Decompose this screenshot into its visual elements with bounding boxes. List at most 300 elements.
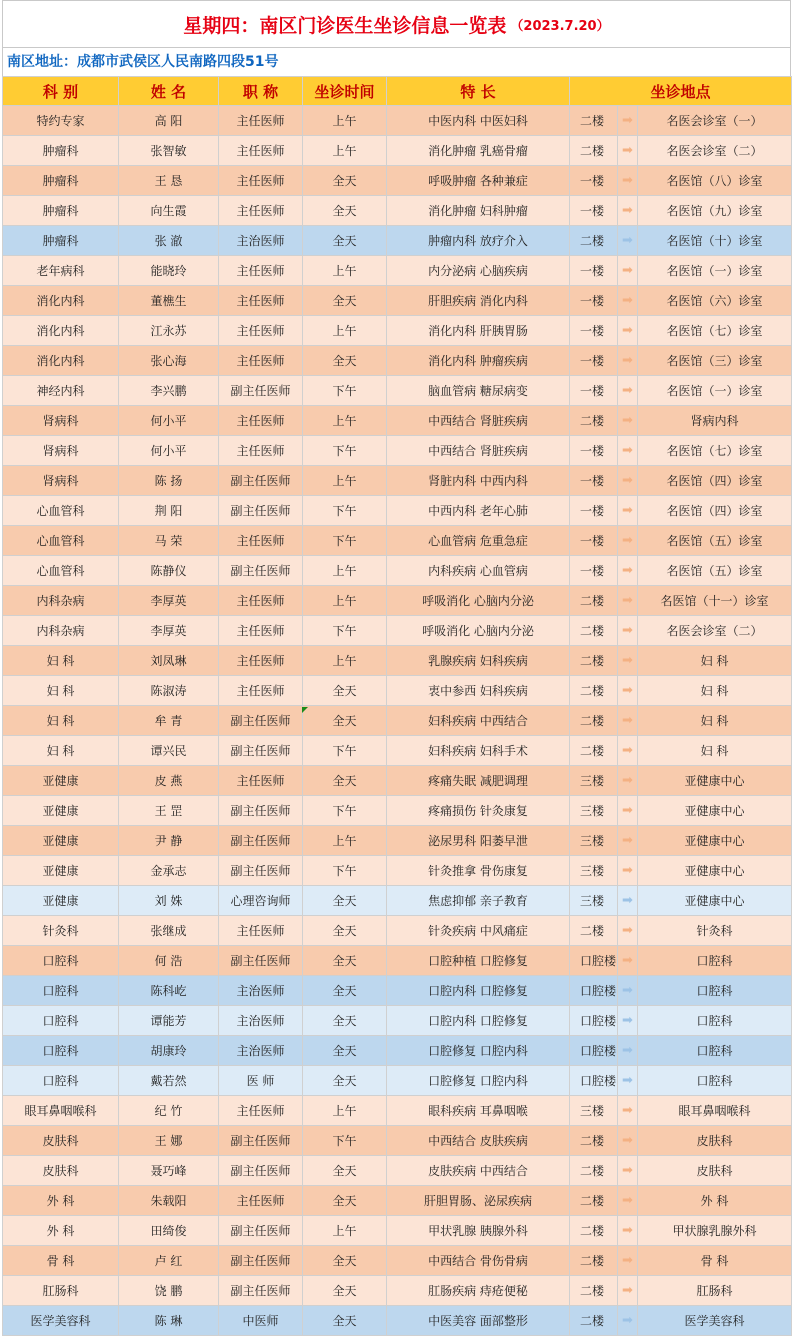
cell-specialty[interactable]: 口腔内科 口腔修复 bbox=[387, 976, 570, 1006]
table-row[interactable] bbox=[3, 406, 792, 436]
cell-name[interactable]: 刘凤琳 bbox=[119, 646, 219, 676]
cell-specialty[interactable]: 中西结合 骨伤骨病 bbox=[387, 1246, 570, 1276]
cell-name[interactable]: 王 恳 bbox=[119, 166, 219, 196]
cell-time[interactable]: 下午 bbox=[303, 526, 387, 556]
cell-dept[interactable]: 口腔科 bbox=[3, 1006, 119, 1036]
cell-specialty[interactable]: 中西结合 皮肤疾病 bbox=[387, 1126, 570, 1156]
arrow-right-icon[interactable]: ➡ bbox=[618, 526, 638, 556]
cell-title[interactable]: 副主任医师 bbox=[219, 1276, 303, 1306]
table-row[interactable] bbox=[3, 1096, 792, 1126]
cell-specialty[interactable]: 消化肿瘤 妇科肿瘤 bbox=[387, 196, 570, 226]
cell-location[interactable]: 甲状腺乳腺外科 bbox=[638, 1216, 792, 1246]
cell-location[interactable]: 肛肠科 bbox=[638, 1276, 792, 1306]
cell-location[interactable]: 名医馆（五）诊室 bbox=[638, 526, 792, 556]
cell-time[interactable]: 全天 bbox=[303, 1036, 387, 1066]
table-row[interactable] bbox=[3, 886, 792, 916]
cell-name[interactable]: 李厚英 bbox=[119, 616, 219, 646]
cell-dept[interactable]: 皮肤科 bbox=[3, 1126, 119, 1156]
table-row[interactable] bbox=[3, 1216, 792, 1246]
cell-floor[interactable]: 一楼 bbox=[570, 316, 618, 346]
cell-time[interactable]: 下午 bbox=[303, 496, 387, 526]
cell-location[interactable]: 皮肤科 bbox=[638, 1156, 792, 1186]
table-row[interactable] bbox=[3, 796, 792, 826]
table-row[interactable] bbox=[3, 1156, 792, 1186]
arrow-right-icon[interactable]: ➡ bbox=[618, 796, 638, 826]
arrow-right-icon[interactable]: ➡ bbox=[618, 1036, 638, 1066]
cell-name[interactable]: 李兴鹏 bbox=[119, 376, 219, 406]
cell-location[interactable]: 名医馆（一）诊室 bbox=[638, 376, 792, 406]
cell-location[interactable]: 名医会诊室（二） bbox=[638, 136, 792, 166]
cell-floor[interactable]: 二楼 bbox=[570, 706, 618, 736]
cell-title[interactable]: 主任医师 bbox=[219, 136, 303, 166]
cell-time[interactable]: 全天 bbox=[303, 346, 387, 376]
cell-title[interactable]: 副主任医师 bbox=[219, 946, 303, 976]
cell-floor[interactable]: 一楼 bbox=[570, 496, 618, 526]
cell-name[interactable]: 陈淑涛 bbox=[119, 676, 219, 706]
table-row[interactable] bbox=[3, 1006, 792, 1036]
header-name[interactable]: 姓 名 bbox=[119, 77, 219, 106]
cell-title[interactable]: 主任医师 bbox=[219, 436, 303, 466]
arrow-right-icon[interactable]: ➡ bbox=[618, 136, 638, 166]
cell-floor[interactable]: 一楼 bbox=[570, 436, 618, 466]
cell-name[interactable]: 谭能芳 bbox=[119, 1006, 219, 1036]
header-title[interactable]: 职 称 bbox=[219, 77, 303, 106]
arrow-right-icon[interactable]: ➡ bbox=[618, 466, 638, 496]
cell-dept[interactable]: 妇 科 bbox=[3, 736, 119, 766]
cell-name[interactable]: 江永苏 bbox=[119, 316, 219, 346]
arrow-right-icon[interactable]: ➡ bbox=[618, 946, 638, 976]
cell-title[interactable]: 主任医师 bbox=[219, 676, 303, 706]
table-row[interactable] bbox=[3, 1036, 792, 1066]
cell-dept[interactable]: 心血管科 bbox=[3, 526, 119, 556]
cell-time[interactable]: 全天 bbox=[303, 1306, 387, 1336]
cell-location[interactable]: 名医馆（四）诊室 bbox=[638, 496, 792, 526]
cell-time[interactable]: 上午 bbox=[303, 586, 387, 616]
cell-title[interactable]: 副主任医师 bbox=[219, 1156, 303, 1186]
table-row[interactable] bbox=[3, 706, 792, 736]
cell-floor[interactable]: 一楼 bbox=[570, 346, 618, 376]
cell-specialty[interactable]: 呼吸肿瘤 各种兼症 bbox=[387, 166, 570, 196]
cell-location[interactable]: 名医馆（六）诊室 bbox=[638, 286, 792, 316]
cell-title[interactable]: 副主任医师 bbox=[219, 376, 303, 406]
cell-dept[interactable]: 骨 科 bbox=[3, 1246, 119, 1276]
cell-specialty[interactable]: 疼痛损伤 针灸康复 bbox=[387, 796, 570, 826]
table-row[interactable] bbox=[3, 916, 792, 946]
cell-time[interactable]: 全天 bbox=[303, 916, 387, 946]
cell-specialty[interactable]: 眼科疾病 耳鼻咽喉 bbox=[387, 1096, 570, 1126]
cell-title[interactable]: 副主任医师 bbox=[219, 826, 303, 856]
cell-floor[interactable]: 二楼 bbox=[570, 1186, 618, 1216]
arrow-right-icon[interactable]: ➡ bbox=[618, 1096, 638, 1126]
cell-time[interactable]: 上午 bbox=[303, 136, 387, 166]
cell-name[interactable]: 戴若然 bbox=[119, 1066, 219, 1096]
cell-time[interactable]: 下午 bbox=[303, 376, 387, 406]
header-location[interactable]: 坐诊地点 bbox=[570, 77, 792, 106]
cell-location[interactable]: 名医馆（九）诊室 bbox=[638, 196, 792, 226]
cell-time[interactable]: 上午 bbox=[303, 1096, 387, 1126]
cell-title[interactable]: 医 师 bbox=[219, 1066, 303, 1096]
cell-floor[interactable]: 一楼 bbox=[570, 196, 618, 226]
cell-specialty[interactable]: 消化内科 肿瘤疾病 bbox=[387, 346, 570, 376]
arrow-right-icon[interactable]: ➡ bbox=[618, 1126, 638, 1156]
cell-specialty[interactable]: 焦虑抑郁 亲子教育 bbox=[387, 886, 570, 916]
cell-location[interactable]: 妇 科 bbox=[638, 736, 792, 766]
cell-title[interactable]: 主任医师 bbox=[219, 256, 303, 286]
cell-floor[interactable]: 三楼 bbox=[570, 886, 618, 916]
cell-dept[interactable]: 老年病科 bbox=[3, 256, 119, 286]
arrow-right-icon[interactable]: ➡ bbox=[618, 1066, 638, 1096]
cell-floor[interactable]: 二楼 bbox=[570, 136, 618, 166]
cell-name[interactable]: 董樵生 bbox=[119, 286, 219, 316]
cell-floor[interactable]: 一楼 bbox=[570, 166, 618, 196]
cell-specialty[interactable]: 甲状乳腺 胰腺外科 bbox=[387, 1216, 570, 1246]
cell-floor[interactable]: 一楼 bbox=[570, 526, 618, 556]
header-dept[interactable]: 科 别 bbox=[3, 77, 119, 106]
cell-specialty[interactable]: 中西结合 肾脏疾病 bbox=[387, 406, 570, 436]
table-row[interactable] bbox=[3, 1066, 792, 1096]
table-row[interactable] bbox=[3, 1246, 792, 1276]
cell-specialty[interactable]: 中西内科 老年心肺 bbox=[387, 496, 570, 526]
table-row[interactable] bbox=[3, 646, 792, 676]
cell-location[interactable]: 名医馆（七）诊室 bbox=[638, 436, 792, 466]
cell-location[interactable]: 骨 科 bbox=[638, 1246, 792, 1276]
cell-specialty[interactable]: 乳腺疾病 妇科疾病 bbox=[387, 646, 570, 676]
cell-name[interactable]: 纪 竹 bbox=[119, 1096, 219, 1126]
cell-specialty[interactable]: 中西结合 肾脏疾病 bbox=[387, 436, 570, 466]
header-time[interactable]: 坐诊时间 bbox=[303, 77, 387, 106]
table-row[interactable] bbox=[3, 436, 792, 466]
table-row[interactable] bbox=[3, 346, 792, 376]
cell-title[interactable]: 副主任医师 bbox=[219, 556, 303, 586]
cell-dept[interactable]: 肛肠科 bbox=[3, 1276, 119, 1306]
arrow-right-icon[interactable]: ➡ bbox=[618, 886, 638, 916]
cell-title[interactable]: 主治医师 bbox=[219, 1036, 303, 1066]
cell-title[interactable]: 副主任医师 bbox=[219, 1246, 303, 1276]
cell-specialty[interactable]: 口腔修复 口腔内科 bbox=[387, 1036, 570, 1066]
cell-specialty[interactable]: 妇科疾病 妇科手术 bbox=[387, 736, 570, 766]
cell-time[interactable]: 全天 bbox=[303, 166, 387, 196]
cell-dept[interactable]: 口腔科 bbox=[3, 976, 119, 1006]
cell-time[interactable]: 下午 bbox=[303, 616, 387, 646]
cell-specialty[interactable]: 疼痛失眠 减肥调理 bbox=[387, 766, 570, 796]
arrow-right-icon[interactable]: ➡ bbox=[618, 826, 638, 856]
cell-dept[interactable]: 医学美容科 bbox=[3, 1306, 119, 1336]
table-row[interactable] bbox=[3, 976, 792, 1006]
cell-title[interactable]: 主任医师 bbox=[219, 646, 303, 676]
cell-location[interactable]: 妇 科 bbox=[638, 706, 792, 736]
table-row[interactable] bbox=[3, 1276, 792, 1306]
cell-name[interactable]: 尹 静 bbox=[119, 826, 219, 856]
cell-location[interactable]: 亚健康中心 bbox=[638, 766, 792, 796]
cell-floor[interactable]: 二楼 bbox=[570, 1246, 618, 1276]
cell-name[interactable]: 卢 红 bbox=[119, 1246, 219, 1276]
cell-floor[interactable]: 二楼 bbox=[570, 106, 618, 136]
cell-floor[interactable]: 二楼 bbox=[570, 1276, 618, 1306]
cell-title[interactable]: 副主任医师 bbox=[219, 1216, 303, 1246]
cell-name[interactable]: 陈 琳 bbox=[119, 1306, 219, 1336]
table-row[interactable] bbox=[3, 946, 792, 976]
cell-time[interactable]: 全天 bbox=[303, 766, 387, 796]
cell-floor[interactable]: 口腔楼 bbox=[570, 1036, 618, 1066]
cell-name[interactable]: 张 澈 bbox=[119, 226, 219, 256]
cell-specialty[interactable]: 泌尿男科 阳萎早泄 bbox=[387, 826, 570, 856]
cell-dept[interactable]: 肿瘤科 bbox=[3, 166, 119, 196]
cell-floor[interactable]: 口腔楼 bbox=[570, 976, 618, 1006]
cell-name[interactable]: 陈 扬 bbox=[119, 466, 219, 496]
arrow-right-icon[interactable]: ➡ bbox=[618, 1276, 638, 1306]
cell-name[interactable]: 陈科屹 bbox=[119, 976, 219, 1006]
cell-time[interactable]: 全天 bbox=[303, 1186, 387, 1216]
cell-title[interactable]: 主任医师 bbox=[219, 346, 303, 376]
arrow-right-icon[interactable]: ➡ bbox=[618, 1186, 638, 1216]
cell-name[interactable]: 金承志 bbox=[119, 856, 219, 886]
cell-time[interactable]: 上午 bbox=[303, 406, 387, 436]
cell-location[interactable]: 名医馆（五）诊室 bbox=[638, 556, 792, 586]
cell-title[interactable]: 主任医师 bbox=[219, 286, 303, 316]
arrow-right-icon[interactable]: ➡ bbox=[618, 496, 638, 526]
cell-title[interactable]: 副主任医师 bbox=[219, 796, 303, 826]
cell-dept[interactable]: 肿瘤科 bbox=[3, 136, 119, 166]
cell-specialty[interactable]: 中医内科 中医妇科 bbox=[387, 106, 570, 136]
cell-floor[interactable]: 三楼 bbox=[570, 796, 618, 826]
arrow-right-icon[interactable]: ➡ bbox=[618, 1156, 638, 1186]
table-row[interactable] bbox=[3, 556, 792, 586]
cell-dept[interactable]: 肾病科 bbox=[3, 466, 119, 496]
arrow-right-icon[interactable]: ➡ bbox=[618, 706, 638, 736]
cell-specialty[interactable]: 针灸推拿 骨伤康复 bbox=[387, 856, 570, 886]
cell-location[interactable]: 口腔科 bbox=[638, 976, 792, 1006]
cell-name[interactable]: 荆 阳 bbox=[119, 496, 219, 526]
cell-location[interactable]: 口腔科 bbox=[638, 1036, 792, 1066]
table-row[interactable] bbox=[3, 856, 792, 886]
cell-specialty[interactable]: 妇科疾病 中西结合 bbox=[387, 706, 570, 736]
cell-name[interactable]: 刘 姝 bbox=[119, 886, 219, 916]
cell-specialty[interactable]: 衷中参西 妇科疾病 bbox=[387, 676, 570, 706]
cell-floor[interactable]: 二楼 bbox=[570, 1216, 618, 1246]
arrow-right-icon[interactable]: ➡ bbox=[618, 1006, 638, 1036]
cell-dept[interactable]: 亚健康 bbox=[3, 826, 119, 856]
cell-location[interactable]: 妇 科 bbox=[638, 646, 792, 676]
cell-dept[interactable]: 神经内科 bbox=[3, 376, 119, 406]
table-row[interactable] bbox=[3, 226, 792, 256]
cell-time[interactable]: 上午 bbox=[303, 1216, 387, 1246]
cell-time[interactable]: 全天 bbox=[303, 196, 387, 226]
arrow-right-icon[interactable]: ➡ bbox=[618, 346, 638, 376]
table-row[interactable] bbox=[3, 766, 792, 796]
cell-time[interactable]: 全天 bbox=[303, 1156, 387, 1186]
cell-location[interactable]: 名医会诊室（二） bbox=[638, 616, 792, 646]
table-row[interactable] bbox=[3, 136, 792, 166]
cell-floor[interactable]: 二楼 bbox=[570, 916, 618, 946]
cell-time[interactable]: 全天 bbox=[303, 1006, 387, 1036]
table-row[interactable] bbox=[3, 496, 792, 526]
cell-dept[interactable]: 肿瘤科 bbox=[3, 226, 119, 256]
cell-dept[interactable]: 消化内科 bbox=[3, 316, 119, 346]
cell-time[interactable]: 全天 bbox=[303, 286, 387, 316]
table-row[interactable] bbox=[3, 616, 792, 646]
table-row[interactable] bbox=[3, 1126, 792, 1156]
cell-floor[interactable]: 三楼 bbox=[570, 856, 618, 886]
cell-dept[interactable]: 消化内科 bbox=[3, 346, 119, 376]
cell-specialty[interactable]: 消化肿瘤 乳癌骨瘤 bbox=[387, 136, 570, 166]
cell-dept[interactable]: 亚健康 bbox=[3, 886, 119, 916]
cell-dept[interactable]: 亚健康 bbox=[3, 796, 119, 826]
cell-specialty[interactable]: 口腔种植 口腔修复 bbox=[387, 946, 570, 976]
table-row[interactable] bbox=[3, 256, 792, 286]
cell-dept[interactable]: 亚健康 bbox=[3, 766, 119, 796]
cell-title[interactable]: 主任医师 bbox=[219, 616, 303, 646]
cell-title[interactable]: 主任医师 bbox=[219, 1096, 303, 1126]
cell-dept[interactable]: 心血管科 bbox=[3, 556, 119, 586]
arrow-right-icon[interactable]: ➡ bbox=[618, 196, 638, 226]
cell-title[interactable]: 心理咨询师 bbox=[219, 886, 303, 916]
arrow-right-icon[interactable]: ➡ bbox=[618, 766, 638, 796]
arrow-right-icon[interactable]: ➡ bbox=[618, 106, 638, 136]
cell-name[interactable]: 谭兴民 bbox=[119, 736, 219, 766]
header-specialty[interactable]: 特 长 bbox=[387, 77, 570, 106]
cell-specialty[interactable]: 针灸疾病 中风痛症 bbox=[387, 916, 570, 946]
cell-name[interactable]: 张智敏 bbox=[119, 136, 219, 166]
cell-location[interactable]: 肾病内科 bbox=[638, 406, 792, 436]
cell-location[interactable]: 名医会诊室（一） bbox=[638, 106, 792, 136]
cell-title[interactable]: 主任医师 bbox=[219, 916, 303, 946]
cell-floor[interactable]: 口腔楼 bbox=[570, 1066, 618, 1096]
cell-time[interactable]: 全天 bbox=[303, 1246, 387, 1276]
cell-time[interactable]: 上午 bbox=[303, 556, 387, 586]
cell-time[interactable]: 全天 bbox=[303, 1276, 387, 1306]
cell-time[interactable]: 全天 bbox=[303, 676, 387, 706]
cell-location[interactable]: 名医馆（七）诊室 bbox=[638, 316, 792, 346]
cell-specialty[interactable]: 肾脏内科 中西内科 bbox=[387, 466, 570, 496]
cell-floor[interactable]: 二楼 bbox=[570, 1156, 618, 1186]
cell-dept[interactable]: 妇 科 bbox=[3, 706, 119, 736]
cell-floor[interactable]: 三楼 bbox=[570, 826, 618, 856]
cell-specialty[interactable]: 肛肠疾病 痔疮便秘 bbox=[387, 1276, 570, 1306]
cell-name[interactable]: 能晓玲 bbox=[119, 256, 219, 286]
arrow-right-icon[interactable]: ➡ bbox=[618, 1216, 638, 1246]
cell-dept[interactable]: 妇 科 bbox=[3, 676, 119, 706]
cell-title[interactable]: 主治医师 bbox=[219, 226, 303, 256]
cell-dept[interactable]: 妇 科 bbox=[3, 646, 119, 676]
cell-name[interactable]: 牟 青 bbox=[119, 706, 219, 736]
cell-name[interactable]: 张心海 bbox=[119, 346, 219, 376]
table-row[interactable] bbox=[3, 166, 792, 196]
cell-name[interactable]: 高 阳 bbox=[119, 106, 219, 136]
cell-title[interactable]: 主任医师 bbox=[219, 586, 303, 616]
cell-floor[interactable]: 三楼 bbox=[570, 1096, 618, 1126]
cell-dept[interactable]: 肾病科 bbox=[3, 406, 119, 436]
cell-specialty[interactable]: 呼吸消化 心脑内分泌 bbox=[387, 616, 570, 646]
cell-specialty[interactable]: 口腔内科 口腔修复 bbox=[387, 1006, 570, 1036]
cell-location[interactable]: 眼耳鼻咽喉科 bbox=[638, 1096, 792, 1126]
cell-dept[interactable]: 肾病科 bbox=[3, 436, 119, 466]
cell-dept[interactable]: 亚健康 bbox=[3, 856, 119, 886]
cell-floor[interactable]: 二楼 bbox=[570, 406, 618, 436]
arrow-right-icon[interactable]: ➡ bbox=[618, 226, 638, 256]
cell-location[interactable]: 口腔科 bbox=[638, 946, 792, 976]
cell-floor[interactable]: 一楼 bbox=[570, 256, 618, 286]
table-row[interactable] bbox=[3, 586, 792, 616]
cell-dept[interactable]: 皮肤科 bbox=[3, 1156, 119, 1186]
cell-floor[interactable]: 口腔楼 bbox=[570, 946, 618, 976]
cell-time[interactable]: 上午 bbox=[303, 646, 387, 676]
cell-location[interactable]: 医学美容科 bbox=[638, 1306, 792, 1336]
cell-time[interactable]: 全天 bbox=[303, 706, 387, 736]
cell-floor[interactable]: 二楼 bbox=[570, 736, 618, 766]
cell-specialty[interactable]: 内科疾病 心血管病 bbox=[387, 556, 570, 586]
cell-dept[interactable]: 口腔科 bbox=[3, 946, 119, 976]
cell-time[interactable]: 上午 bbox=[303, 106, 387, 136]
cell-location[interactable]: 亚健康中心 bbox=[638, 856, 792, 886]
cell-name[interactable]: 胡康玲 bbox=[119, 1036, 219, 1066]
cell-name[interactable]: 何小平 bbox=[119, 406, 219, 436]
cell-title[interactable]: 主任医师 bbox=[219, 196, 303, 226]
cell-location[interactable]: 外 科 bbox=[638, 1186, 792, 1216]
cell-title[interactable]: 主任医师 bbox=[219, 316, 303, 346]
cell-time[interactable]: 全天 bbox=[303, 226, 387, 256]
table-row[interactable] bbox=[3, 526, 792, 556]
cell-location[interactable]: 针灸科 bbox=[638, 916, 792, 946]
cell-floor[interactable]: 二楼 bbox=[570, 226, 618, 256]
cell-dept[interactable]: 眼耳鼻咽喉科 bbox=[3, 1096, 119, 1126]
table-row[interactable] bbox=[3, 106, 792, 136]
cell-floor[interactable]: 一楼 bbox=[570, 466, 618, 496]
cell-location[interactable]: 名医馆（一）诊室 bbox=[638, 256, 792, 286]
cell-floor[interactable]: 三楼 bbox=[570, 766, 618, 796]
cell-title[interactable]: 主治医师 bbox=[219, 1006, 303, 1036]
cell-name[interactable]: 皮 燕 bbox=[119, 766, 219, 796]
cell-time[interactable]: 上午 bbox=[303, 256, 387, 286]
cell-location[interactable]: 亚健康中心 bbox=[638, 826, 792, 856]
cell-specialty[interactable]: 肝胆疾病 消化内科 bbox=[387, 286, 570, 316]
arrow-right-icon[interactable]: ➡ bbox=[618, 436, 638, 466]
cell-specialty[interactable]: 口腔修复 口腔内科 bbox=[387, 1066, 570, 1096]
cell-specialty[interactable]: 肝胆胃肠、泌尿疾病 bbox=[387, 1186, 570, 1216]
cell-specialty[interactable]: 呼吸消化 心脑内分泌 bbox=[387, 586, 570, 616]
cell-floor[interactable]: 一楼 bbox=[570, 376, 618, 406]
cell-title[interactable]: 副主任医师 bbox=[219, 1126, 303, 1156]
arrow-right-icon[interactable]: ➡ bbox=[618, 1246, 638, 1276]
cell-title[interactable]: 主任医师 bbox=[219, 766, 303, 796]
cell-location[interactable]: 名医馆（三）诊室 bbox=[638, 346, 792, 376]
table-row[interactable] bbox=[3, 286, 792, 316]
cell-location[interactable]: 皮肤科 bbox=[638, 1126, 792, 1156]
cell-floor[interactable]: 二楼 bbox=[570, 646, 618, 676]
cell-name[interactable]: 饶 鹏 bbox=[119, 1276, 219, 1306]
cell-time[interactable]: 上午 bbox=[303, 826, 387, 856]
cell-time[interactable]: 全天 bbox=[303, 976, 387, 1006]
cell-title[interactable]: 中医师 bbox=[219, 1306, 303, 1336]
arrow-right-icon[interactable]: ➡ bbox=[618, 406, 638, 436]
cell-title[interactable]: 副主任医师 bbox=[219, 856, 303, 886]
cell-title[interactable]: 主任医师 bbox=[219, 166, 303, 196]
arrow-right-icon[interactable]: ➡ bbox=[618, 376, 638, 406]
table-row[interactable] bbox=[3, 376, 792, 406]
arrow-right-icon[interactable]: ➡ bbox=[618, 286, 638, 316]
cell-specialty[interactable]: 肿瘤内科 放疗介入 bbox=[387, 226, 570, 256]
cell-specialty[interactable]: 脑血管病 糖尿病变 bbox=[387, 376, 570, 406]
cell-time[interactable]: 上午 bbox=[303, 316, 387, 346]
cell-location[interactable]: 亚健康中心 bbox=[638, 796, 792, 826]
table-row[interactable] bbox=[3, 1306, 792, 1336]
arrow-right-icon[interactable]: ➡ bbox=[618, 856, 638, 886]
cell-floor[interactable]: 二楼 bbox=[570, 586, 618, 616]
arrow-right-icon[interactable]: ➡ bbox=[618, 676, 638, 706]
cell-dept[interactable]: 外 科 bbox=[3, 1216, 119, 1246]
cell-dept[interactable]: 心血管科 bbox=[3, 496, 119, 526]
cell-title[interactable]: 副主任医师 bbox=[219, 496, 303, 526]
cell-specialty[interactable]: 皮肤疾病 中西结合 bbox=[387, 1156, 570, 1186]
